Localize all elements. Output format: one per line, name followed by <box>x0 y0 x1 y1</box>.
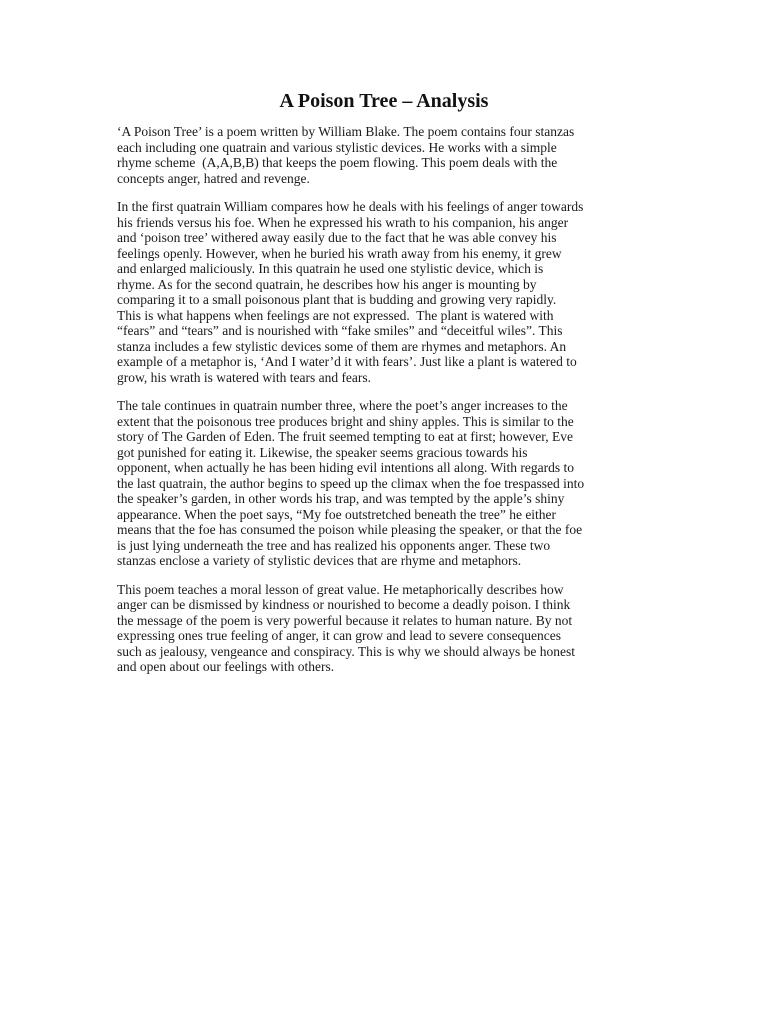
text-line: example of a metaphor is, ‘And I water’d it with fears’. Just like a plant is watered to <box>117 354 577 369</box>
text-line: and open about our feelings with others. <box>117 659 335 674</box>
text-line: anger can be dismissed by kindness or nourished to become a deadly poison. I think <box>117 597 571 612</box>
text-line: story of The Garden of Eden. The fruit seemed tempting to eat at first; however, Eve <box>117 429 573 444</box>
text-line: This poem teaches a moral lesson of great value. He metaphorically describes how <box>117 581 564 597</box>
text-line: opponent, when actually he has been hiding evil intentions all along. With regards to <box>117 460 574 475</box>
text-line: appearance. When the poet says, “My foe outstretched beneath the tree” he either <box>117 506 557 522</box>
text-line: is just lying underneath the tree and has realized his opponents anger. These two <box>117 537 551 553</box>
text-line: The tale continues in quatrain number three, where the poet’s anger increases to the <box>117 398 568 413</box>
text-line: means that the foe has consumed the poison while pleasing the speaker, or that the foe <box>117 522 583 537</box>
paragraph-conclusion <box>117 582 657 675</box>
text-line: the last quatrain, the author begins to speed up the climax when the foe trespassed into <box>117 475 585 491</box>
text-line: got punished for eating it. Likewise, the speaker seems gracious towards his <box>117 444 528 460</box>
document-title: A Poison Tree – Analysis <box>279 90 489 112</box>
text-line: ‘A Poison Tree’ is a poem written by William Blake. The poem contains four stanzas <box>117 124 575 139</box>
text-line: extent that the poisonous tree produces bright and shiny apples. This is similar to the <box>117 413 574 429</box>
text-line: grow, his wrath is watered with tears and fears. <box>117 369 372 385</box>
text-line: This is what happens when feelings are not expressed. The plant is watered with <box>117 307 554 323</box>
document-body <box>117 124 657 688</box>
text-line: the speaker’s garden, in other words his trap, and was tempted by the apple’s shiny <box>117 491 565 506</box>
paragraph-third-fourth-quatrain <box>117 398 657 569</box>
paragraph-intro <box>117 124 657 186</box>
text-line: concepts anger, hatred and revenge. <box>117 170 310 186</box>
text-line: rhyme. As for the second quatrain, he describes how his anger is mounting by <box>117 276 537 292</box>
text-line: and enlarged maliciously. In this quatrain he used one stylistic device, which is <box>117 261 544 276</box>
text-line: expressing ones true feeling of anger, it can grow and lead to severe consequences <box>117 628 562 643</box>
text-line: In the first quatrain William compares how he deals with his feelings of anger towards <box>117 199 584 214</box>
paragraph-first-second-quatrain <box>117 199 657 385</box>
text-line: stanza includes a few stylistic devices some of them are rhymes and metaphors. An <box>117 338 567 354</box>
text-line: comparing it to a small poisonous plant that is budding and growing very rapidly. <box>117 292 557 307</box>
text-line: such as jealousy, vengeance and conspiracy. This is why we should always be honest <box>117 643 576 659</box>
text-line: feelings openly. However, when he buried his wrath away from his enemy, it grew <box>117 245 562 261</box>
text-line: rhyme scheme (A,A,B,B) that keeps the poem flowing. This poem deals with the <box>117 155 558 170</box>
text-line: stanzas enclose a variety of stylistic devices that are rhyme and metaphors. <box>117 553 522 568</box>
text-line: the message of the poem is very powerful because it relates to human nature. By not <box>117 612 573 628</box>
text-line: and ‘poison tree’ withered away easily due to the fact that he was able convey his <box>117 230 557 245</box>
text-line: “fears” and “tears” and is nourished with “fake smiles” and “deceitful wiles”. This <box>117 323 563 338</box>
text-line: each including one quatrain and various stylistic devices. He works with a simple <box>117 139 557 155</box>
text-line: his friends versus his foe. When he expressed his wrath to his companion, his anger <box>117 214 569 230</box>
